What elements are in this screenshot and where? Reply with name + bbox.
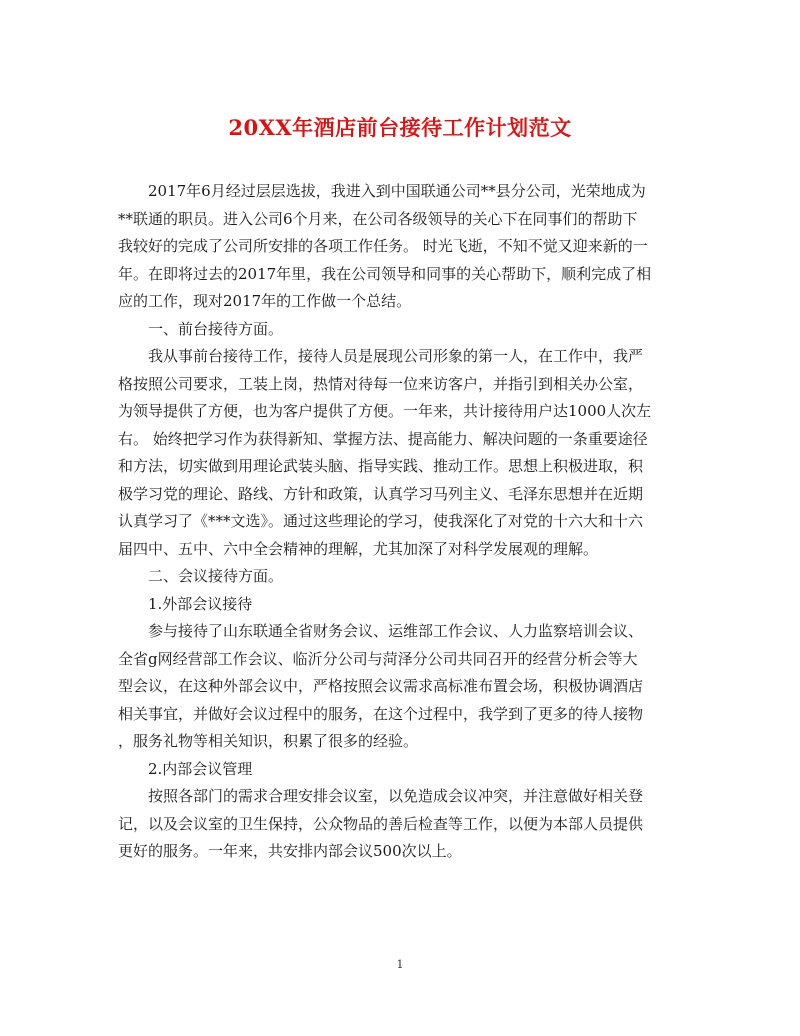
paragraph-line: 全省g网经营部工作会议、临沂分公司与菏泽分公司共同召开的经营分析会等大 <box>118 649 638 668</box>
document-body <box>118 178 682 866</box>
paragraph-line: 年。在即将过去的2017年里，我在公司领导和同事的关心帮助下，顺利完成了相 <box>118 264 652 283</box>
paragraph-line: 更好的服务。一年来，共安排内部会议500次以上。 <box>118 842 462 860</box>
section-heading: 二、会议接待方面。 <box>148 567 284 585</box>
paragraph-line: 和方法，切实做到用理论武装头脑、指导实践、推动工作。思想上积极进取，积 <box>118 457 644 475</box>
paragraph-line: 认真学习了《***文选》。通过这些理论的学习，使我深化了对党的十六大和十六 <box>118 512 644 530</box>
subsection-heading: 2.内部会议管理 <box>148 759 253 778</box>
paragraph-line: ，服务礼物等相关知识，积累了很多的经验。 <box>118 732 419 750</box>
paragraph-line: 届四中、五中、六中全会精神的理解，尤其加深了对科学发展观的理解。 <box>118 539 599 558</box>
paragraph-line: 为领导提供了方便，也为客户提供了方便。一年来，共计接待用户达1000人次左 <box>118 402 652 420</box>
subsection-heading: 1.外部会议接待 <box>148 594 253 613</box>
paragraph-line: 极学习党的理论、路线、方针和政策，认真学习马列主义、毛泽东思想并在近期 <box>118 484 644 503</box>
paragraph-line: 我从事前台接待工作，接待人员是展现公司形象的第一人，在工作中，我严 <box>148 347 644 365</box>
paragraph-line: 应的工作，现对2017年的工作做一个总结。 <box>118 292 412 310</box>
paragraph-line: 参与接待了山东联通全省财务会议、运维部工作会议、人力监察培训会议、 <box>148 622 644 640</box>
paragraph-line: 2017年6月经过层层选拔，我进入到中国联通公司**县分公司，光荣地成为 <box>148 182 646 200</box>
paragraph-line: 记，以及会议室的卫生保持，公众物品的善后检查等工作，以便为本部人员提供 <box>118 814 644 833</box>
paragraph-line: 型会议，在这种外部会议中，严格按照会议需求高标准布置会场，积极协调酒店 <box>118 677 644 695</box>
paragraph-line: 格按照公司要求，工装上岗，热情对待每一位来访客户，并指引到相关办公室， <box>118 374 644 393</box>
paragraph-line: 按照各部门的需求合理安排会议室，以免造成会议冲突，并注意做好相关登 <box>148 787 644 805</box>
section-heading: 一、前台接待方面。 <box>148 319 284 338</box>
paragraph-line: 相关事宜，并做好会议过程中的服务，在这个过程中，我学到了更多的待人接物 <box>118 704 644 723</box>
paragraph-line: 我较好的完成了公司所安排的各项工作任务。 时光飞逝，不知不觉又迎来新的一 <box>118 237 648 255</box>
paragraph-line: 右。 始终把学习作为获得新知、掌握方法、提高能力、解决问题的一条重要途径 <box>118 429 648 448</box>
document-title: 20XX年酒店前台接待工作计划范文 <box>228 115 572 140</box>
page-number: 1 <box>396 958 404 971</box>
paragraph-line: **联通的职员。进入公司6个月来，在公司各级领导的关心下在同事们的帮助下 <box>118 209 638 228</box>
